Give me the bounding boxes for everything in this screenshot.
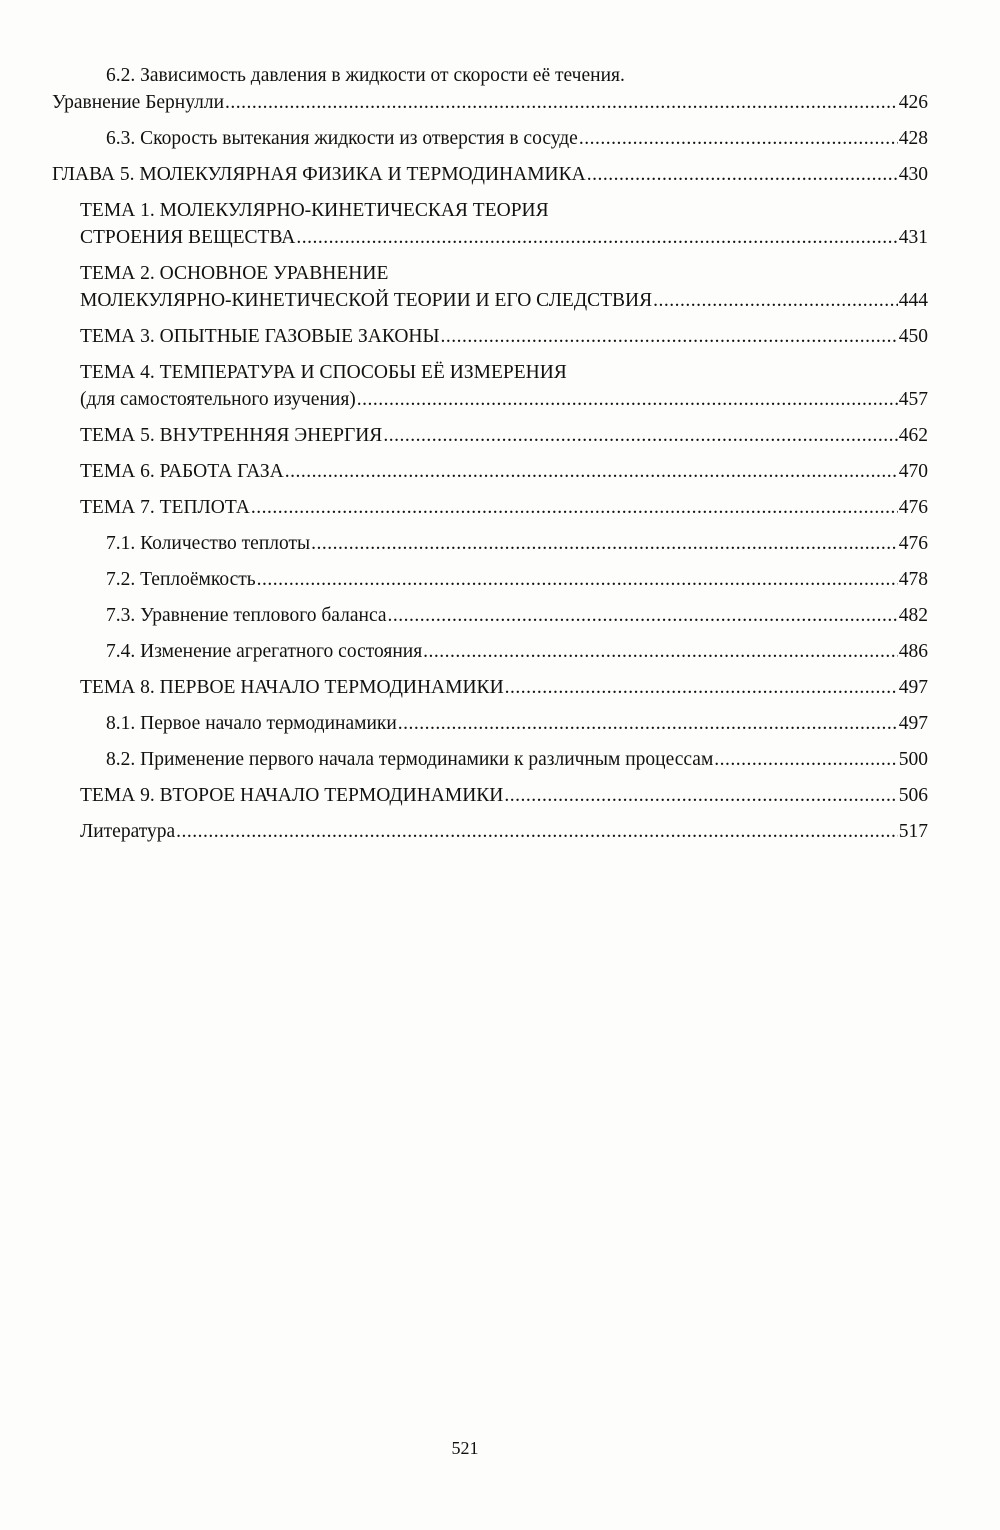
toc-entry-page: 482	[898, 605, 928, 626]
toc-entry-page: 444	[898, 290, 928, 311]
dot-leader	[505, 674, 898, 701]
toc-entry-page: 486	[898, 641, 928, 662]
toc-entry-title: СТРОЕНИЯ ВЕЩЕСТВА	[80, 227, 296, 248]
dot-leader	[398, 710, 898, 737]
dot-leader	[653, 287, 898, 314]
toc-entry-title: 8.2. Применение первого начала термодинамики к различным процессам	[106, 749, 714, 770]
toc-entry-page: 476	[898, 497, 928, 518]
toc-entry-title: ТЕМА 6. РАБОТА ГАЗА	[80, 461, 284, 482]
toc-entry-page: 426	[898, 92, 928, 113]
toc-entry-title: ТЕМА 5. ВНУТРЕННЯЯ ЭНЕРГИЯ	[80, 425, 383, 446]
dot-leader	[357, 386, 898, 413]
toc-entry-title: 7.4. Изменение агрегатного состояния	[106, 641, 423, 662]
toc-entry-page: 500	[898, 749, 928, 770]
toc-entry-title: 7.1. Количество теплоты	[106, 533, 311, 554]
toc-entry-title-line1: ТЕМА 2. ОСНОВНОЕ УРАВНЕНИЕ	[80, 263, 389, 284]
toc-entry-page: 431	[898, 227, 928, 248]
toc-entry-page: 462	[898, 425, 928, 446]
toc-entry-title: Уравнение Бернулли	[52, 92, 225, 113]
dot-leader	[504, 782, 897, 809]
dot-leader	[176, 818, 898, 845]
dot-leader	[441, 323, 898, 350]
toc-entry-title: 7.3. Уравнение теплового баланса	[106, 605, 387, 626]
dot-leader	[423, 638, 898, 665]
toc-entry-title: 6.3. Скорость вытекания жидкости из отверстия в сосуде	[106, 128, 578, 149]
toc-entry-page: 506	[898, 785, 928, 806]
dot-leader	[587, 161, 898, 188]
toc-entry-page: 497	[898, 677, 928, 698]
toc-entry-page: 476	[898, 533, 928, 554]
page-number: 521	[451, 1438, 479, 1458]
dot-leader	[579, 125, 898, 152]
dot-leader	[251, 494, 898, 521]
toc-entry-title: Литература	[80, 821, 176, 842]
toc-entry-page: 430	[898, 164, 928, 185]
toc-entry-page: 497	[898, 713, 928, 734]
toc-entry-page: 428	[898, 128, 928, 149]
toc-entry-title-line1: ТЕМА 1. МОЛЕКУЛЯРНО-КИНЕТИЧЕСКАЯ ТЕОРИЯ	[80, 200, 549, 221]
toc-entry-title: 7.2. Теплоёмкость	[106, 569, 256, 590]
dot-leader	[257, 566, 898, 593]
toc-entry-page: 517	[898, 821, 928, 842]
toc-entry-page: 478	[898, 569, 928, 590]
toc-entry-title: 8.1. Первое начало термодинамики	[106, 713, 397, 734]
dot-leader	[311, 530, 898, 557]
toc-entry-title: ТЕМА 9. ВТОРОЕ НАЧАЛО ТЕРМОДИНАМИКИ	[80, 785, 504, 806]
dot-leader	[714, 746, 897, 773]
dot-leader	[225, 89, 898, 116]
toc-entry-title: ТЕМА 7. ТЕПЛОТА	[80, 497, 250, 518]
toc-entry-title-line1: 6.2. Зависимость давления в жидкости от скорости её течения.	[106, 65, 625, 86]
dot-leader	[285, 458, 898, 485]
toc-entry-title: ТЕМА 8. ПЕРВОЕ НАЧАЛО ТЕРМОДИНАМИКИ	[80, 677, 504, 698]
toc-entry-title: ГЛАВА 5. МОЛЕКУЛЯРНАЯ ФИЗИКА И ТЕРМОДИНАМИКА	[52, 164, 586, 185]
toc-entry-title: (для самостоятельного изучения)	[80, 389, 356, 410]
dot-leader	[388, 602, 898, 629]
toc-entry-page: 470	[898, 461, 928, 482]
dot-leader	[383, 422, 897, 449]
toc-entry-page: 457	[898, 389, 928, 410]
toc-entry-page: 450	[898, 326, 928, 347]
dot-leader	[296, 224, 897, 251]
toc-entry-title-line1: ТЕМА 4. ТЕМПЕРАТУРА И СПОСОБЫ ЕЁ ИЗМЕРЕНИЯ	[80, 362, 567, 383]
toc-entry-title: ТЕМА 3. ОПЫТНЫЕ ГАЗОВЫЕ ЗАКОНЫ	[80, 326, 440, 347]
toc-entry-title: МОЛЕКУЛЯРНО-КИНЕТИЧЕСКОЙ ТЕОРИИ И ЕГО СЛЕДСТВИЯ	[80, 290, 653, 311]
